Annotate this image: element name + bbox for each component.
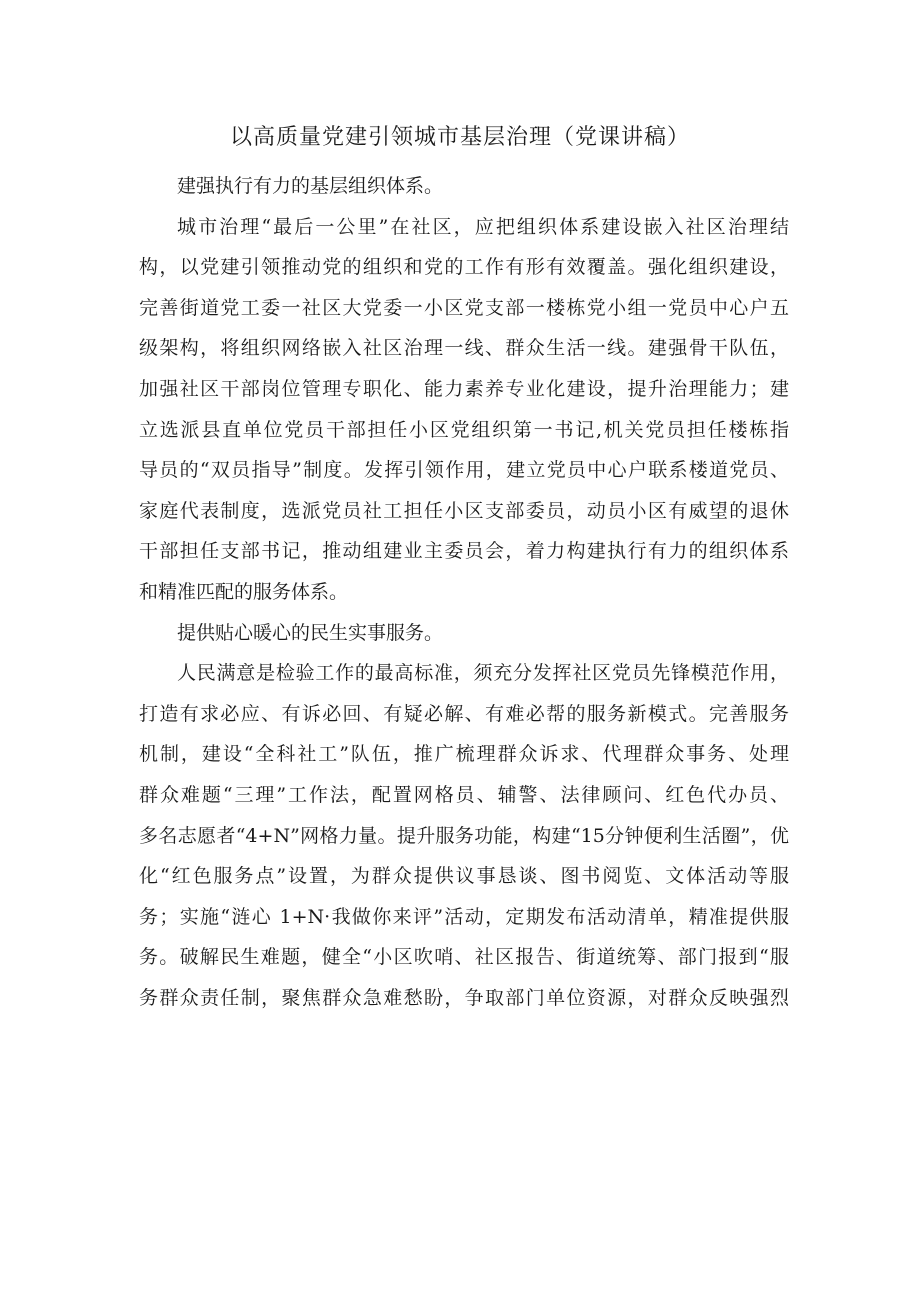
body-text-line: 群众难题“三理”工作法，配置网格员、辅警、法律顾问、红色代办员、 xyxy=(139,783,789,806)
body-text-line: 家庭代表制度，选派党员社工担任小区支部委员，动员小区有威望的退休 xyxy=(139,499,789,522)
body-text-line: 化“红色服务点”设置，为群众提供议事恳谈、图书阅览、文体活动等服 xyxy=(139,865,789,888)
body-text-line: 人民满意是检验工作的最高标准，须充分发挥社区党员先锋模范作用， xyxy=(177,662,789,685)
body-text-line: 和精准匹配的服务体系。 xyxy=(139,580,349,603)
body-text-line: 多名志愿者“4+N”网格力量。提升服务功能，构建“15分钟便利生活圈”，优 xyxy=(139,824,789,847)
body-text-line: 完善街道党工委一社区大党委一小区党支部一楼栋党小组一党员中心户五 xyxy=(139,296,789,319)
body-text-line: 城市治理“最后一公里”在社区，应把组织体系建设嵌入社区治理结 xyxy=(177,215,789,238)
document-title: 以高质量党建引领城市基层治理（党课讲稿） xyxy=(229,125,690,150)
body-text-line: 构，以党建引领推动党的组织和党的工作有形有效覆盖。强化组织建设， xyxy=(139,256,789,279)
body-text-line: 立选派县直单位党员干部担任小区党组织第一书记,机关党员担任楼栋指 xyxy=(139,418,789,441)
body-text-line: 务群众责任制，聚焦群众急难愁盼，争取部门单位资源，对群众反映强烈 xyxy=(139,986,789,1009)
body-text-line: 机制，建设“全科社工”队伍，推广梳理群众诉求、代理群众事务、处理 xyxy=(139,743,789,766)
body-text-line: 务；实施“涟心 1+N·我做你来评”活动，定期发布活动清单，精准提供服 xyxy=(139,905,789,928)
body-text-line: 导员的“双员指导”制度。发挥引领作用，建立党员中心户联系楼道党员、 xyxy=(139,459,789,482)
body-text-line: 提供贴心暖心的民生实事服务。 xyxy=(177,621,444,644)
document-body xyxy=(139,166,789,1018)
body-text-line: 务。破解民生难题，健全“小区吹哨、社区报告、街道统筹、部门报到“服 xyxy=(139,946,789,969)
body-text-line: 干部担任支部书记，推动组建业主委员会，着力构建执行有力的组织体系 xyxy=(139,540,789,563)
body-text-line: 加强社区干部岗位管理专职化、能力素养专业化建设，提升治理能力；建 xyxy=(139,377,789,400)
body-text-line: 级架构，将组织网络嵌入社区治理一线、群众生活一线。建强骨干队伍， xyxy=(139,337,789,360)
body-text-line: 打造有求必应、有诉必回、有疑必解、有难必帮的服务新模式。完善服务 xyxy=(139,702,789,725)
body-text-line: 建强执行有力的基层组织体系。 xyxy=(177,175,444,197)
